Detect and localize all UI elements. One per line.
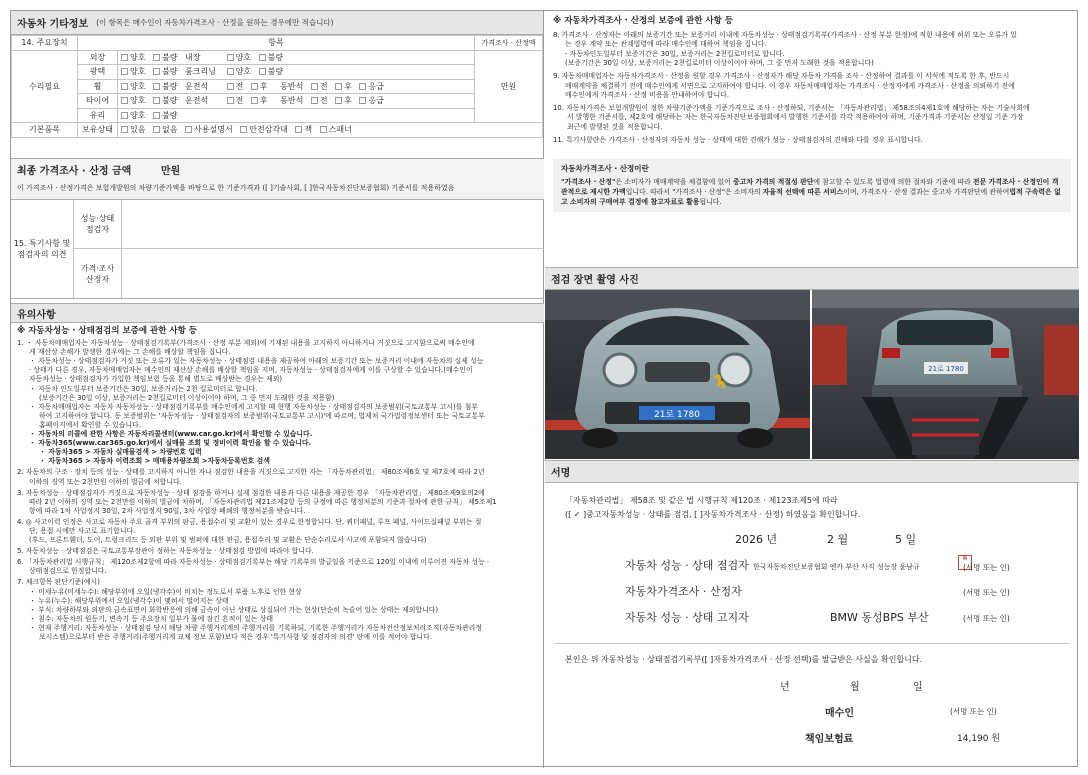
tire-label: 타이어 — [78, 94, 118, 109]
appraiser-seal-note: (서명 또는 인) — [963, 588, 1010, 597]
note-text: ・ 현재 주행거리: 자동차성능 · 상태점검 당시 해당 차량 주행거리계의 주행거리를 기록하되, 기록한 주행거리가 자동차전산정보처리조직(자동차관리정 — [29, 623, 482, 632]
inspector-sign-label: 자동차 성능 · 상태 점검자 — [625, 559, 749, 572]
note-text: 9. 자동차매매업자는 자동차가격조사 · 산정을 원할 경우 가격조사 · 산정자가 해당 자동차 가격을 조사 · 산정하여 결과를 이 서식에 적도록 한 후, 반드시 — [553, 71, 1010, 80]
note-text: 보시스템)으로부터 받은 주행거리(주행거리계 교체 정보 포함)보다 적은 경우 '특기사항 및 점검자의 의견' 란에 이를 적어야 합니다. — [39, 633, 433, 641]
sign-year: 2026 년 — [735, 533, 778, 546]
note-text: ・ 침수: 자동차의 원동기, 변속기 등 주요장치 일부가 물에 잠긴 흔적이 있는 상태 — [29, 614, 274, 623]
definition-text: "가격조사 · 산정"은 소비자가 매매계약을 체결함에 있어 중고차 가격의 적절성 판단에 참고할 수 있도록 법령에 의한 절차와 기준에 따라 전문 가격조사 · 산정인이 객관적으로 제시한 가액입니다. 따라서 "가격조사 · 산정"은 소비자의 자율적 선택에 따른 서비스이며, 가격조사 · 산정 결과는 중고차 가격판단에 관하여법적 구속력은 없고 소비자의 구매여부 결정에 참고자료로 활용됩니다. — [561, 178, 1061, 207]
item-col-header: 항목 — [78, 36, 475, 51]
note-text: - 자동차인도일부터 보증기간은 30일, 보증거리는 2천킬로미터로 합니다. — [565, 49, 785, 58]
checkbox[interactable] — [121, 68, 128, 75]
gloss-label: 광택 — [78, 65, 118, 80]
notifier-seal-note: (서명 또는 인) — [963, 614, 1010, 623]
note-text: 게 재산상 손해가 발생한 경우에는 그 손해를 배상할 책임을 집니다. — [29, 348, 231, 357]
checkbox[interactable] — [153, 97, 160, 104]
glass-options: 양호 불량 — [118, 108, 475, 123]
sign-month: 2 월 — [827, 533, 849, 546]
appraiser-sign-label: 자동차가격조사 · 산정자 — [625, 585, 742, 598]
checkbox[interactable] — [153, 126, 160, 133]
checkbox[interactable] — [311, 83, 318, 90]
note-text: 상태점검으로 한정합니다. — [29, 567, 107, 576]
final-price-note: 이 가격조사 · 산정가격은 보험개발원의 차량기준가액을 바탕으로 한 기준가격과 ([ ]기술사회, [ ]한국자동차진단보증협회) 기준서를 적용하였음 — [17, 184, 455, 192]
appraiser-label-2: 산정자 — [85, 274, 110, 284]
final-price-unit: 만원 — [160, 166, 181, 177]
checkbox[interactable] — [227, 83, 234, 90]
checkbox[interactable] — [311, 97, 318, 104]
appraiser-opinion-field[interactable] — [122, 249, 544, 298]
repair-needed-label: 수리필요 — [12, 50, 78, 123]
basic-items-options: 있음 없음 사용설명서 안전삼각대 잭 스패너 — [118, 123, 543, 138]
exterior-label: 외장 — [78, 50, 118, 65]
note-text: (후드, 프론트휀더, 도어, 트렁크리드 등 외판 부위 및 범퍼에 대한 판금, 용접수리 및 교환은 단순수리로서 사고에 포함되지 않습니다) — [29, 536, 427, 545]
gloss-options: 양호 불량 룸크리닝 양호 불량 — [118, 65, 475, 80]
appraisal-definition-box — [553, 159, 1071, 212]
note-text: 따라 2년 이하의 징역 또는 2천만원 이하의 벌금에 처하며, 「자동차관리법 제21조제2항 등의 규정에 따른 행정처분의 기준과 절차에 관한 규칙」 제5조제1 — [29, 497, 497, 506]
note-text: · 상태가 다른 경우, 자동차매매업자는 매수인의 재산상 손해를 배상할 책임을 지며, 자동차성능 · 상태점검자에게 이를 구상할 수 있습니다.(매수인이 — [29, 366, 473, 375]
note-text: ・ 자동차365 > 자동차 이력조회 > 매매용차량조회 >자동차등록번호 검색 — [39, 457, 270, 466]
plate-text: 21로 1780 — [654, 410, 700, 420]
buyer-confirm-text: 본인은 위 자동차성능 · 상태점검기록부([ ]자동차가격조사 · 산정 선택)를 발급받은 사실을 확인합니다. — [565, 655, 923, 664]
inspector-label-2: 점검자 — [85, 225, 110, 234]
buyer-day: 일 — [913, 682, 923, 693]
basic-items-label: 기본품목 — [12, 123, 78, 138]
checkbox[interactable] — [153, 112, 160, 119]
note-text: 2. 자동차의 구조 · 장치 등의 성능 · 상태를 고지하지 아니한 자나 점검한 내용을 거짓으로 고지한 자는 「자동차관리법」 제80조제6호 및 제7호에 따라 2년 — [17, 468, 485, 477]
definition-title: 자동차가격조사 · 산정이란 — [561, 164, 649, 174]
note-text: ・ 미세누유(미세누수): 해당부위에 오일(냉각수)이 비치는 정도로서 부품 노후로 인한 현상 — [29, 587, 302, 596]
appraiser-label-1: 가격·조사 — [80, 263, 115, 273]
buyer-seal-note: (서명 또는 인) — [950, 707, 997, 716]
signature-title: 서명 — [551, 468, 571, 479]
inspector-label-1: 성능·상태 — [80, 214, 115, 223]
note-text: 서 발행한 기준서를, 제2호에 해당하는 자는 한국자동차진단보증협회에서 발행한 기준서를 각각 적용하여야 하며, 기준가격과 기준서는 산정일 기준 가장 — [567, 113, 1024, 122]
inspection-record-page — [10, 10, 1078, 767]
inspection-photo-rear — [812, 290, 1079, 459]
signature-section — [545, 468, 1079, 768]
car-front-photo — [545, 290, 810, 459]
note-text: 단, 용접 시에만 사고로 표기합니다. — [29, 526, 136, 535]
inspector-seal-note: (서명 또는 인) — [963, 563, 1010, 572]
final-price-title: 최종 가격조사 · 산정 금액 — [17, 166, 132, 177]
left-column — [11, 11, 544, 768]
note-text: 7. 체크항목 판단기준(예시) — [17, 578, 100, 587]
main-devices-table — [11, 35, 543, 138]
note-text: 하여 고지하여야 합니다. 동 보증범위는 '자동차성능 · 상태점검자의 보증범위(국토교통부 고시)'에 따르며, 법제처 국가법령정보센터 또는 국토교통부 — [39, 411, 485, 420]
main-devices-label: 14. 주요장치 — [12, 36, 78, 51]
buyer-label: 매수인 — [825, 708, 854, 719]
buyer-month: 월 — [850, 682, 860, 693]
inspector-name: 한국자동차진단보증협회 엔카 부산 사직 성능장 윤남규 — [753, 563, 920, 571]
note-text: ・ 부식: 차량하부와 외판의 금속표면이 화학반응에 의해 금속이 아닌 상태로 상실되어 가는 현상(단순히 녹슬어 있는 상태는 제외합니다) — [29, 605, 439, 614]
checkbox[interactable] — [121, 83, 128, 90]
plate-text: 21로 1780 — [928, 365, 964, 373]
checkbox[interactable] — [295, 126, 302, 133]
notes-title: 유의사항 — [17, 309, 56, 321]
inspection-photo-front — [545, 290, 810, 459]
checkbox[interactable] — [153, 54, 160, 61]
note-text: 10. 자동차가격은 보험개발원이 정한 차량기준가액을 기준가격으로 조사 · 산정하되, 기준서는 「자동차관리법」 제58조의4제1호에 해당하는 자는 기술사회에 — [553, 103, 1030, 112]
wheel-options: 양호 불량 운전석 전 후 동반석 전 후 응급 — [118, 79, 475, 94]
checkbox[interactable] — [121, 54, 128, 61]
note-text: (보증기간은 30일 이상, 보증거리는 2천킬로미터 이상이어야 하며, 그 중 먼저 도래한 것을 적용합니다) — [565, 59, 874, 68]
inspector-opinion-field[interactable] — [122, 200, 544, 249]
note-text: 항에 따라 1차 사업정지 30일, 2차 사업정지 90일, 3차 사업장 폐쇄의 행정처분을 받습니다. — [29, 506, 306, 515]
checkbox[interactable] — [335, 97, 342, 104]
opinion-section — [11, 200, 544, 299]
basic-info-title: 자동차 기타정보 — [17, 19, 89, 30]
note-text: 1. ・ 자동차매매업자는 자동차성능 · 상태점검기록부(가격조사 · 산정 부분 제외)에 기재된 내용을 고지하지 아니하거나 거짓으로 고지함으로써 매수인에 — [17, 339, 475, 348]
checkbox[interactable] — [320, 126, 327, 133]
photos-header — [545, 267, 1079, 290]
note-text: 이하의 징역 또는 2천만원 이하의 벌금에 처합니다. — [29, 477, 182, 486]
note-text: 자동차성능 · 상태점검자가 가입한 책임보험 등을 통해 별도로 배상받는 경우는 제외) — [29, 375, 283, 384]
note-text: 매수인에게 가격조사 · 산정 비용을 안내하여야 합니다. — [565, 91, 729, 100]
checkbox[interactable] — [259, 54, 266, 61]
note-text: ・ 자동차 인도일부터 보증기간은 30일, 보증거리는 2천 킬로미터로 합니다. — [29, 384, 258, 393]
checkbox[interactable] — [359, 83, 366, 90]
note-text: ・ 누유(누수): 해당부위에서 오일(냉각수)이 맺혀서 떨어지는 상태 — [29, 596, 229, 605]
buyer-confirmation — [555, 643, 1069, 763]
notes-body — [11, 323, 544, 644]
appraisal-notes-title: ※ 자동차가격조사 · 산정의 보증에 관한 사항 등 — [553, 16, 734, 26]
note-text: ・ 자동차의 리콜에 관한 사항은 자동차리콜센터(www.car.go.kr)에서 확인할 수 있습니다. — [29, 430, 313, 439]
checkbox[interactable] — [240, 126, 247, 133]
checkbox[interactable] — [153, 68, 160, 75]
note-text: 는 경우 계약 또는 관계법령에 따라 매수인에 대하여 책임을 집니다. — [565, 40, 767, 49]
insurance-label: 책임보험료 — [805, 734, 854, 745]
basic-info-header — [11, 11, 543, 35]
note-text: 최근에 발행된 것을 적용합니다. — [567, 122, 663, 131]
note-text: ・ 자동차365(www.car365.go.kr)에서 실매물 조회 및 정비이력 확인을 할 수 있습니다. — [29, 439, 312, 448]
note-text: ・ 자동차365 > 자동차 실매물검색 > 차량번호 입력 — [39, 448, 202, 457]
confirmation-text: ([ ✓ ]중고자동차성능 · 상태를 점검, [ ]자동차가격조사 · 산정) 하였음을 확인합니다. — [565, 510, 861, 519]
checkbox[interactable] — [227, 54, 234, 61]
checkbox[interactable] — [121, 97, 128, 104]
wheel-label: 휠 — [78, 79, 118, 94]
notes-section — [11, 303, 544, 767]
note-text: 매매계약을 체결하기 전에 매수인에게 서면으로 고지하여야 합니다. 이 경우 자동차매매업자는 가격조사 · 산정자에게 가격조사 · 산정을 의뢰하기 전에 — [565, 81, 1015, 90]
exterior-options: 양호 불량 내장 양호 불량 — [118, 50, 475, 65]
note-text: ・ 자동차매매업자는 자동차 자동차성능 · 상태점검기록부를 매수인에게 고지할 때 현행 자동차성능 · 상태점검자의 보증범위(국토교통부 고시)를 첨부 — [29, 402, 478, 411]
note-text: ・ 자동차성능 · 상태점검자가 거짓 또는 오류가 있는 자동차성능 · 상태점검 내용을 제공하여 아래의 보증기간 또는 보증거리 이내에 자동차의 실제 성능 — [29, 357, 484, 366]
buyer-year: 년 — [780, 682, 790, 693]
price-col-header: 가격조사 · 산정액 — [475, 36, 543, 51]
signature-header — [545, 460, 1079, 483]
checkbox[interactable] — [251, 83, 258, 90]
note-text: 홈페이지에서 확인할 수 있습니다. — [39, 420, 141, 429]
notifier-sign-label: 자동차 성능 · 상태 고지자 — [625, 611, 749, 624]
note-text: 5. 자동차성능 · 상태점검은 국토교통부장관이 정하는 자동차성능 · 상태점검 방법에 따라야 합니다. — [17, 547, 314, 556]
right-column — [545, 11, 1079, 768]
note-text: 4. ◎ 사고이력 인정은 사고로 자동차 주요 골격 부위의 판금, 용접수리 및 교환이 있는 경우로 한정합니다. 단, 쿼터패널, 루프 패널, 사이드실패널 부위는 절 — [17, 517, 482, 526]
checkbox[interactable] — [121, 112, 128, 119]
items-have-label: 보유상태 — [78, 123, 118, 138]
seal-stamp-icon: ▦ — [958, 555, 972, 570]
glass-label: 유리 — [78, 108, 118, 123]
price-unit: 만원 — [475, 50, 543, 123]
photos-title: 점검 장면 촬영 사진 — [551, 275, 639, 286]
checkbox[interactable] — [251, 97, 258, 104]
checkbox[interactable] — [185, 126, 192, 133]
appraisal-notes — [545, 11, 1079, 151]
notes-header — [11, 303, 544, 323]
sign-day: 5 일 — [895, 533, 917, 546]
checkbox[interactable] — [259, 68, 266, 75]
checkbox[interactable] — [359, 97, 366, 104]
note-text: 8. 가격조사 · 산정자는 아래의 보증기간 또는 보증거리 이내에 자동차성능 · 상태점검기록부(가격조사 · 산정 부분 한정)에 적힌 내용에 허위 또는 오류가 있 — [553, 30, 1017, 39]
legal-basis-text: 「자동차관리법」 제58조 및 같은 법 시행규칙 제120조 · 제123조제5에 따라 — [565, 496, 838, 505]
checkbox[interactable] — [153, 83, 160, 90]
note-text: 3. 자동차성능 · 상태점검자가 거짓으로 자동차성능 · 상태 점검을 하거나 실제 점검한 내용과 다른 내용을 제공한 경우 「자동차관리법」 제80조제9호의2에 — [17, 488, 485, 497]
notes-heading: ※ 자동차성능 · 상태점검의 보증에 관한 사항 등 — [17, 326, 198, 336]
note-text: 6. 「자동차관리법 시행규칙」 제120조제2항에 따라 자동차성능 · 상태점검기록부는 해당 기록부의 발급일을 기준으로 120일 이내에 이루어진 자동차 성능 · — [17, 558, 490, 567]
note-text: (보증기간은 30일 이상, 보증거리는 2천킬로미터 이상이어야 하며, 그 중 먼저 도래한 것을 적용함) — [39, 393, 335, 402]
opinion-label-2: 점검자의 의견 — [17, 250, 67, 259]
note-text: 11. 특기사항란은 가격조사 · 산정자의 자동차 성능 · 상태에 대한 견해가 성능 · 상태점검자의 견해와 다를 경우 표시합니다. — [553, 135, 923, 144]
notifier-name: BMW 동성BPS 부산 — [830, 611, 929, 624]
checkbox[interactable] — [335, 83, 342, 90]
insurance-amount: 14,190 원 — [957, 734, 1001, 744]
checkbox[interactable] — [227, 97, 234, 104]
checkbox[interactable] — [121, 126, 128, 133]
basic-info-subtitle: (이 항목은 매수인이 자동차가격조사 · 산정을 원하는 경우에만 적습니다) — [96, 18, 334, 27]
final-price-section — [11, 158, 544, 200]
checkbox[interactable] — [227, 68, 234, 75]
car-rear-photo — [812, 290, 1079, 459]
opinion-label-1: 15. 특기사항 및 — [13, 239, 71, 248]
tire-options: 양호 불량 운전석 전 후 동반석 전 후 응급 — [118, 94, 475, 109]
